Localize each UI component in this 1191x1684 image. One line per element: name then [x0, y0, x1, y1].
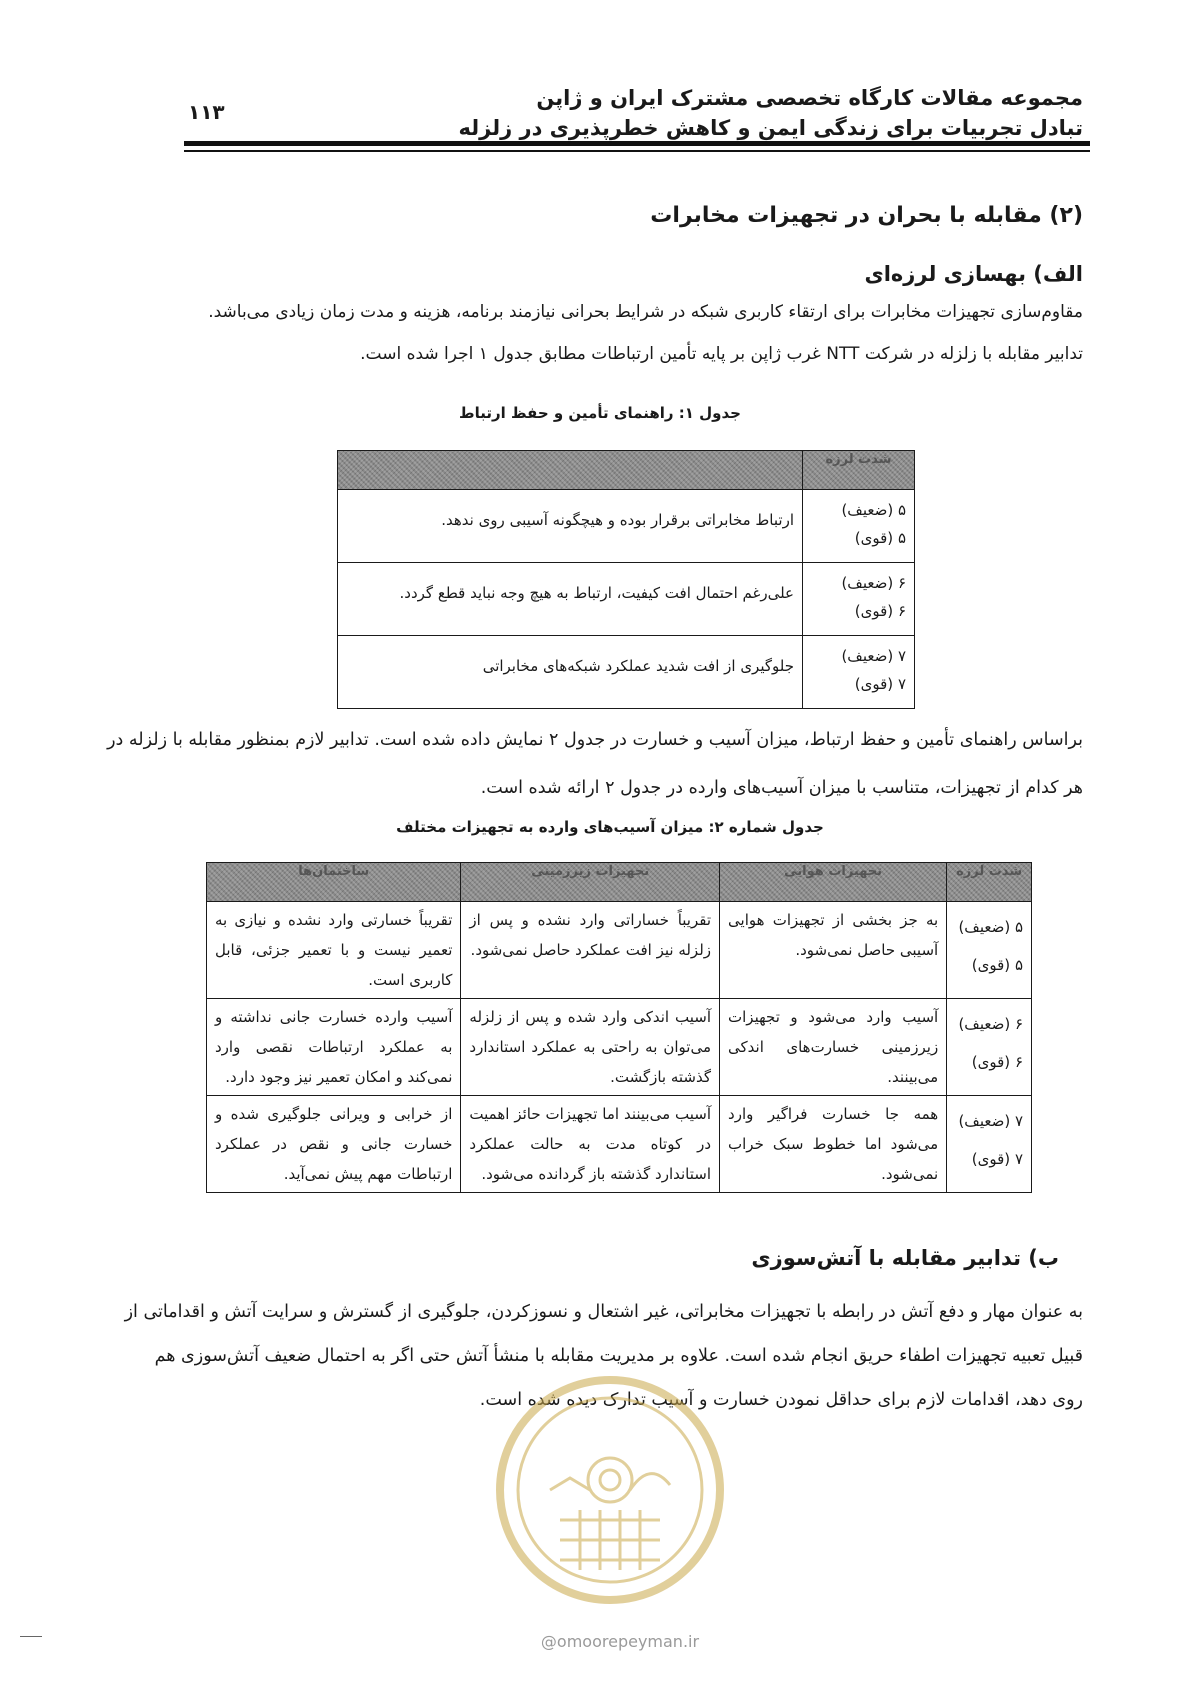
table-row	[338, 636, 915, 709]
table2-cell: آسیب وارده خسارت جانی نداشته و به عملکرد ارتباطات نقصی وارد نمی‌کند و امکان تعمیر نیز وجود دارد.	[207, 999, 461, 1096]
header-rule-thin	[184, 150, 1090, 152]
table1-desc-cell: ارتباط مخابراتی برقرار بوده و هیچگونه آسیبی روی ندهد.	[338, 490, 803, 563]
table-1	[337, 450, 915, 709]
table1-desc-cell: جلوگیری از افت شدید عملکرد شبکه‌های مخابراتی	[338, 636, 803, 709]
table1-header-desc	[338, 451, 803, 490]
table2-cell: آسیب می‌بینند اما تجهیزات حائز اهمیت در کوتاه مدت به حالت عملکرد استاندارد گذشته باز گردانده می‌شود.	[461, 1096, 720, 1193]
table2-cell: تقریباً خسارتی وارد نشده و نیازی به تعمیر نیست و با تعمیر جزئی، قابل کاربری است.	[207, 902, 461, 999]
level-weak: ۷ (ضعیف)	[841, 647, 906, 665]
table2-caption: جدول شماره ۲: میزان آسیب‌های وارده به تجهیزات مختلف	[396, 818, 824, 836]
header-rule-thick	[184, 141, 1090, 146]
level-strong: ۶ (قوی)	[971, 1053, 1023, 1071]
table2-level-cell	[947, 999, 1032, 1096]
section-heading: (۲) مقابله با بحران در تجهیزات مخابرات	[650, 203, 1083, 228]
level-weak: ۵ (ضعیف)	[958, 918, 1023, 936]
table2-cell: آسیب وارد می‌شود و تجهیزات زیرزمینی خسارت‌های اندکی می‌بینند.	[720, 999, 947, 1096]
table2-header-col2: تجهیزات زیرزمینی	[461, 863, 720, 902]
level-strong: ۶ (قوی)	[854, 602, 906, 620]
table2-cell: تقریباً خساراتی وارد نشده و پس از زلزله نیز افت عملکرد حاصل نمی‌شود.	[461, 902, 720, 999]
table1-desc-cell: علی‌رغم احتمال افت کیفیت، ارتباط به هیچ وجه نباید قطع گردد.	[338, 563, 803, 636]
level-strong: ۷ (قوی)	[971, 1150, 1023, 1168]
table2-header-row	[207, 863, 1032, 902]
table2-cell: آسیب اندکی وارد شده و پس از زلزله می‌توان به راحتی به عملکرد استاندارد گذشته بازگشت.	[461, 999, 720, 1096]
subheading-a: الف) بهسازی لرزه‌ای	[864, 262, 1083, 286]
table1-level-cell	[803, 636, 915, 709]
level-weak: ۵ (ضعیف)	[841, 501, 906, 519]
table-row	[338, 490, 915, 563]
table2-cell: همه جا خسارت فراگیر وارد می‌شود اما خطوط سبک خراب نمی‌شود.	[720, 1096, 947, 1193]
table1-level-cell	[803, 490, 915, 563]
paragraph-1-line-2: تدابیر مقابله با زلزله در شرکت NTT غرب ژاپن بر پایه تأمین ارتباطات مطابق جدول ۱ اجرا شده است.	[360, 344, 1083, 364]
level-weak: ۷ (ضعیف)	[958, 1112, 1023, 1130]
table-2	[206, 862, 1032, 1193]
level-weak: ۶ (ضعیف)	[958, 1015, 1023, 1033]
table-row	[338, 563, 915, 636]
table1-level-cell	[803, 563, 915, 636]
table1-header-row	[338, 451, 915, 490]
page-number: ۱۱۳	[188, 100, 225, 124]
watermark-url: @omoorepeyman.ir	[540, 1632, 700, 1651]
header-title-line1: مجموعه مقالات کارگاه تخصصی مشترک ایران و ژاپن	[536, 86, 1083, 110]
paragraph-1-line-1: مقاوم‌سازی تجهیزات مخابرات برای ارتقاء کاربری شبکه در شرایط بحرانی نیازمند برنامه، هزینه و مدت زمان زیادی می‌باشد.	[208, 302, 1083, 322]
table-row	[207, 999, 1032, 1096]
paragraph-2: براساس راهنمای تأمین و حفظ ارتباط، میزان آسیب و خسارت در جدول ۲ نمایش داده شده است. تدابیر لازم بمنظور مقابله با زلزله در هر کدام از تجهیزات، متناسب با میزان آسیب‌های وارده در جدول ۲ ارائه شده است.	[107, 730, 1083, 798]
level-weak: ۶ (ضعیف)	[841, 574, 906, 592]
level-strong: ۵ (قوی)	[971, 956, 1023, 974]
table1-header-level: شدت لرزه	[803, 451, 915, 490]
table-row	[207, 1096, 1032, 1193]
level-strong: ۷ (قوی)	[854, 675, 906, 693]
table2-header-level: شدت لرزه	[947, 863, 1032, 902]
table-row	[207, 902, 1032, 999]
table2-level-cell	[947, 902, 1032, 999]
table2-level-cell	[947, 1096, 1032, 1193]
level-strong: ۵ (قوی)	[854, 529, 906, 547]
paragraph-3: به عنوان مهار و دفع آتش در رابطه با تجهیزات مخابراتی، غیر اشتعال و نسوزکردن، جلوگیری از گسترش و سرایت آتش و اقداماتی از قبیل تعبیه تجهیزات اطفاء حریق انجام شده است. علاوه بر مدیریت مقابله با منشأ آتش حتی اگر به احتمال ضعیف آتش‌سوزی هم روی دهد، اقدامات لازم برای حداقل نمودن خسارت و آسیب تدارک دیده شده است.	[124, 1302, 1083, 1410]
table2-header-col1: تجهیزات هوایی	[720, 863, 947, 902]
subheading-b: ب) تدابیر مقابله با آتش‌سوزی	[751, 1246, 1059, 1270]
table2-cell: از خرابی و ویرانی جلوگیری شده و خسارت جانی و نقص در عملکرد ارتباطات مهم پیش نمی‌آید.	[207, 1096, 461, 1193]
table2-header-col3: ساختمان‌ها	[207, 863, 461, 902]
table1-caption: جدول ۱: راهنمای تأمین و حفظ ارتباط	[459, 404, 741, 422]
watermark-seal-icon	[490, 1370, 730, 1610]
table2-cell: به جز بخشی از تجهیزات هوایی آسیبی حاصل نمی‌شود.	[720, 902, 947, 999]
margin-mark	[20, 1636, 42, 1637]
header-title-line2: تبادل تجربیات برای زندگی ایمن و کاهش خطرپذیری در زلزله	[458, 116, 1083, 140]
